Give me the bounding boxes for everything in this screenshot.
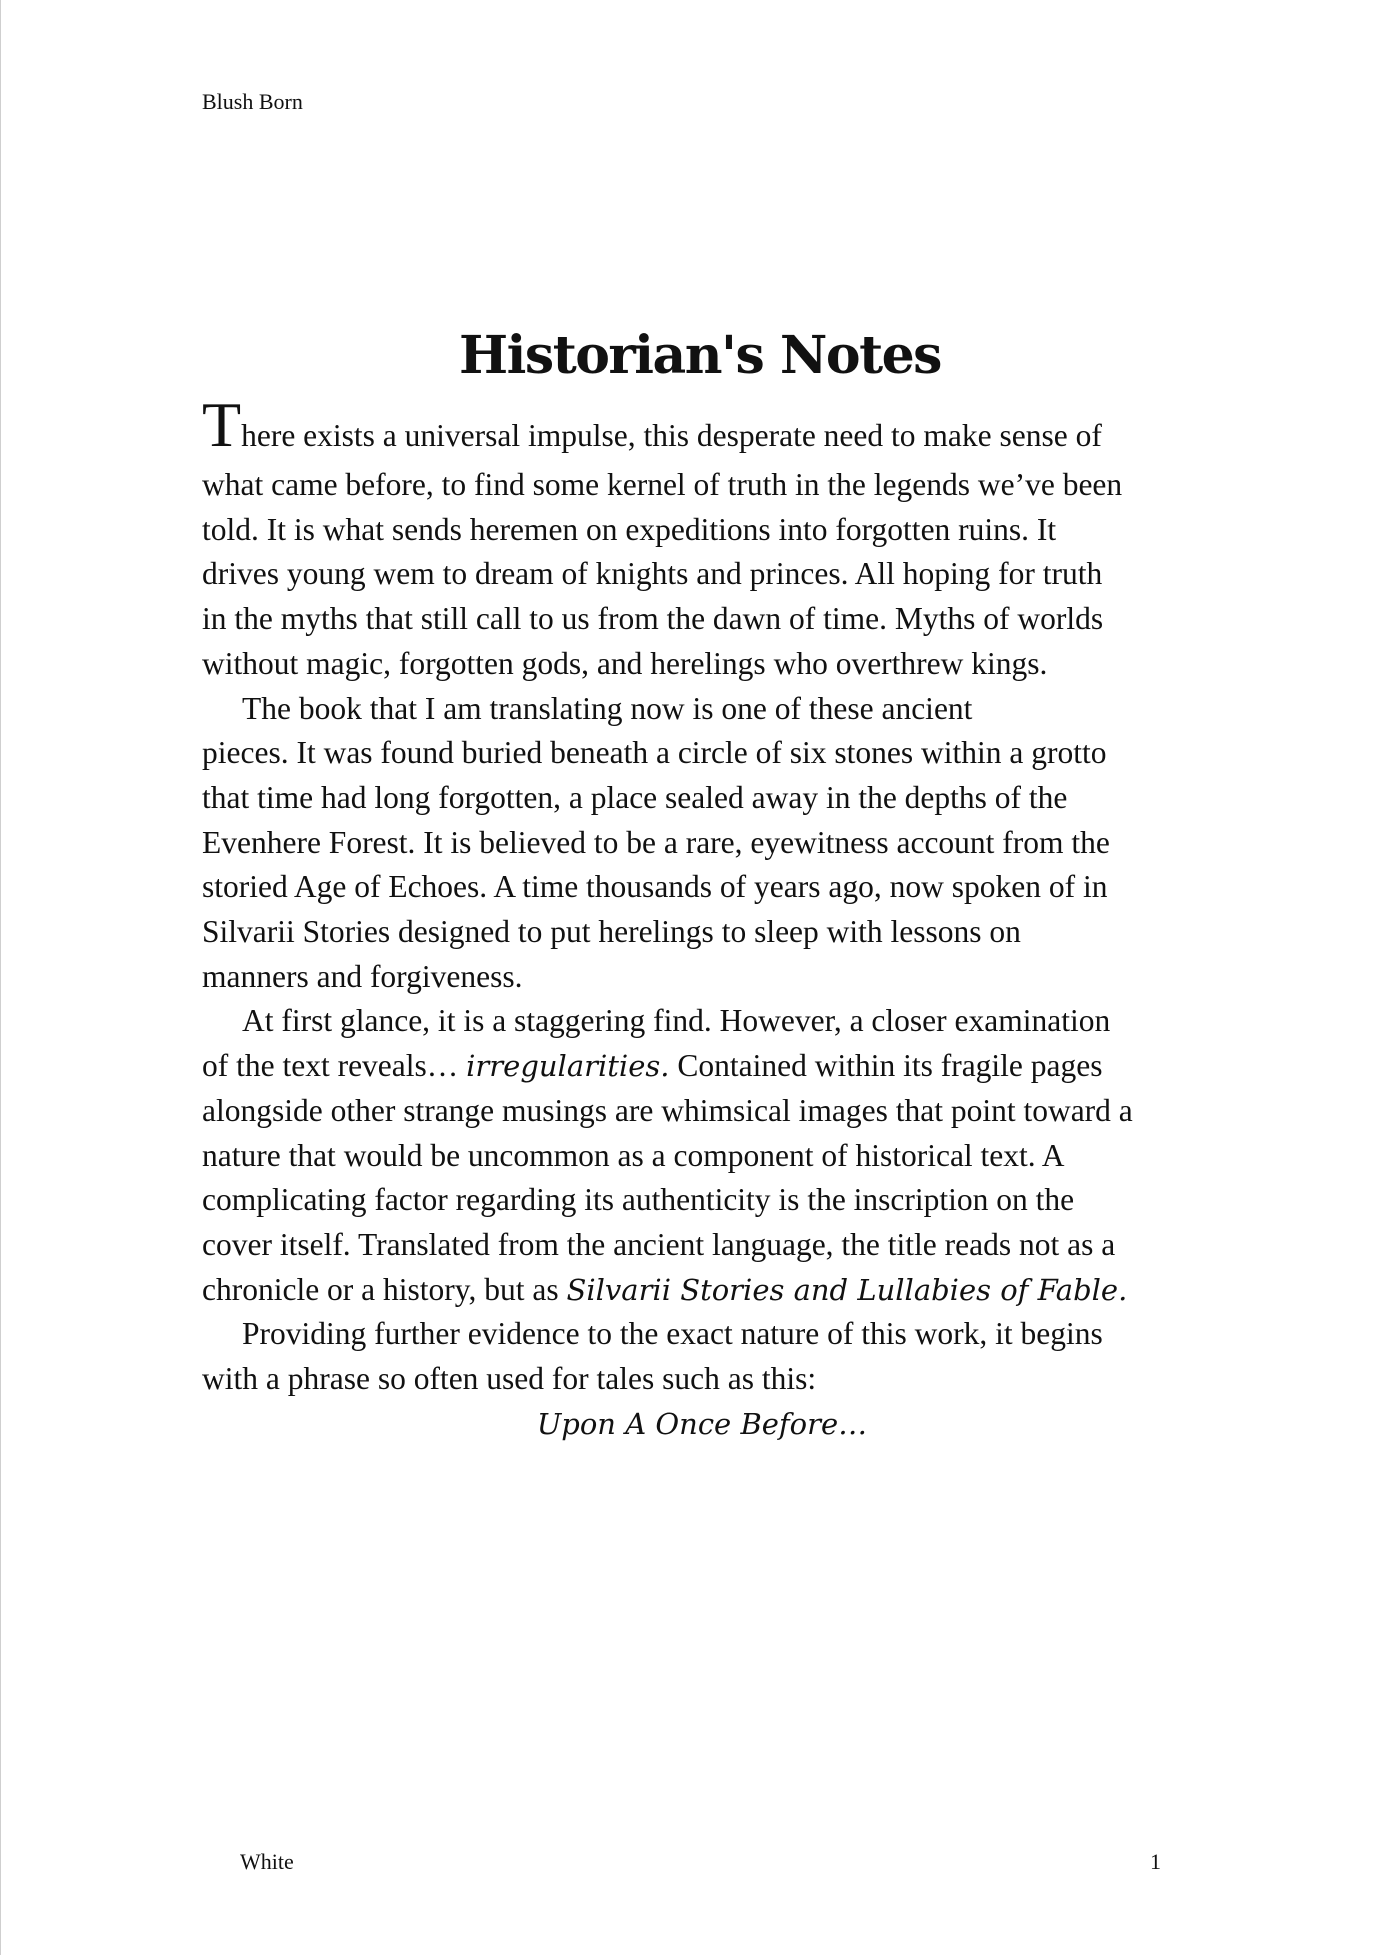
italic-irregularities: irregularities.	[466, 1049, 670, 1084]
footer-author: White	[240, 1849, 294, 1874]
paragraph-1-line-5: in the myths that still call to us from the dawn of time. Myths of worlds	[202, 601, 1104, 637]
paragraph-1-line-2: what came before, to find some kernel of truth in the legends we’ve been	[202, 467, 1123, 502]
paragraph-3-line-3: alongside other strange musings are whimsical images that point toward a	[202, 1092, 1133, 1128]
paragraph-1	[202, 389, 1202, 687]
paragraph-1-line-6: without magic, forgotten gods, and herelings who overthrew kings.	[202, 645, 1048, 681]
running-head: Blush Born	[202, 89, 303, 114]
drop-cap: T	[202, 389, 242, 460]
paragraph-2-line-3: that time had long forgotten, a place sealed away in the depths of the	[202, 779, 1068, 815]
paragraph-4-line-2: with a phrase so often used for tales such as this:	[202, 1361, 817, 1397]
page-number: 1	[1150, 1849, 1161, 1874]
paragraph-3-line-7-start: chronicle or a history, but as	[202, 1271, 567, 1307]
paragraph-2-line-2: pieces. It was found buried beneath a circle of six stones within a grotto	[202, 735, 1107, 771]
paragraph-2-line-1: The book that I am translating now is one of these ancient	[242, 690, 973, 726]
paragraph-2-line-4: Evenhere Forest. It is believed to be a rare, eyewitness account from the	[202, 824, 1110, 860]
body-text	[202, 389, 1202, 1446]
paragraph-1-line-1-text: here exists a universal impulse, this desperate need to make sense of	[241, 418, 1102, 453]
paragraph-4	[202, 1312, 1202, 1446]
paragraph-1-line-3: told. It is what sends heremen on expeditions into forgotten ruins. It	[202, 511, 1057, 547]
italic-book-title: Silvarii Stories and Lullabies of Fable.	[566, 1272, 1128, 1307]
paragraph-2-line-5: storied Age of Echoes. A time thousands of years ago, now spoken of in	[202, 869, 1108, 905]
paragraph-2-line-6: Silvarii Stories designed to put herelings to sleep with lessons on	[202, 914, 1021, 950]
paragraph-3	[202, 999, 1202, 1312]
paragraph-2	[202, 687, 1202, 1000]
paragraph-3-line-1: At first glance, it is a staggering find. However, a closer examination	[242, 1003, 1111, 1039]
paragraph-3-line-6: cover itself. Translated from the ancient language, the title reads not as a	[202, 1226, 1116, 1262]
paragraph-3-line-2-end: Contained within its fragile pages	[669, 1048, 1103, 1084]
paragraph-3-line-7	[202, 1268, 1202, 1313]
paragraph-1-line-4: drives young wem to dream of knights and princes. All hoping for truth	[202, 556, 1103, 592]
paragraph-1-line-1	[202, 389, 1202, 463]
paragraph-3-line-5: complicating factor regarding its authenticity is the inscription on the	[202, 1182, 1075, 1218]
paragraph-2-line-7: manners and forgiveness.	[202, 958, 523, 994]
page-edge	[0, 0, 1, 1955]
paragraph-3-line-4: nature that would be uncommon as a component of historical text. A	[202, 1137, 1065, 1173]
paragraph-3-line-2-start: of the text reveals…	[202, 1048, 467, 1084]
paragraph-3-line-2	[202, 1044, 1202, 1089]
paragraph-4-line-1: Providing further evidence to the exact nature of this work, it begins	[242, 1316, 1103, 1352]
opening-phrase: Upon A Once Before…	[536, 1406, 868, 1441]
chapter-title: Historian's Notes	[459, 324, 941, 386]
